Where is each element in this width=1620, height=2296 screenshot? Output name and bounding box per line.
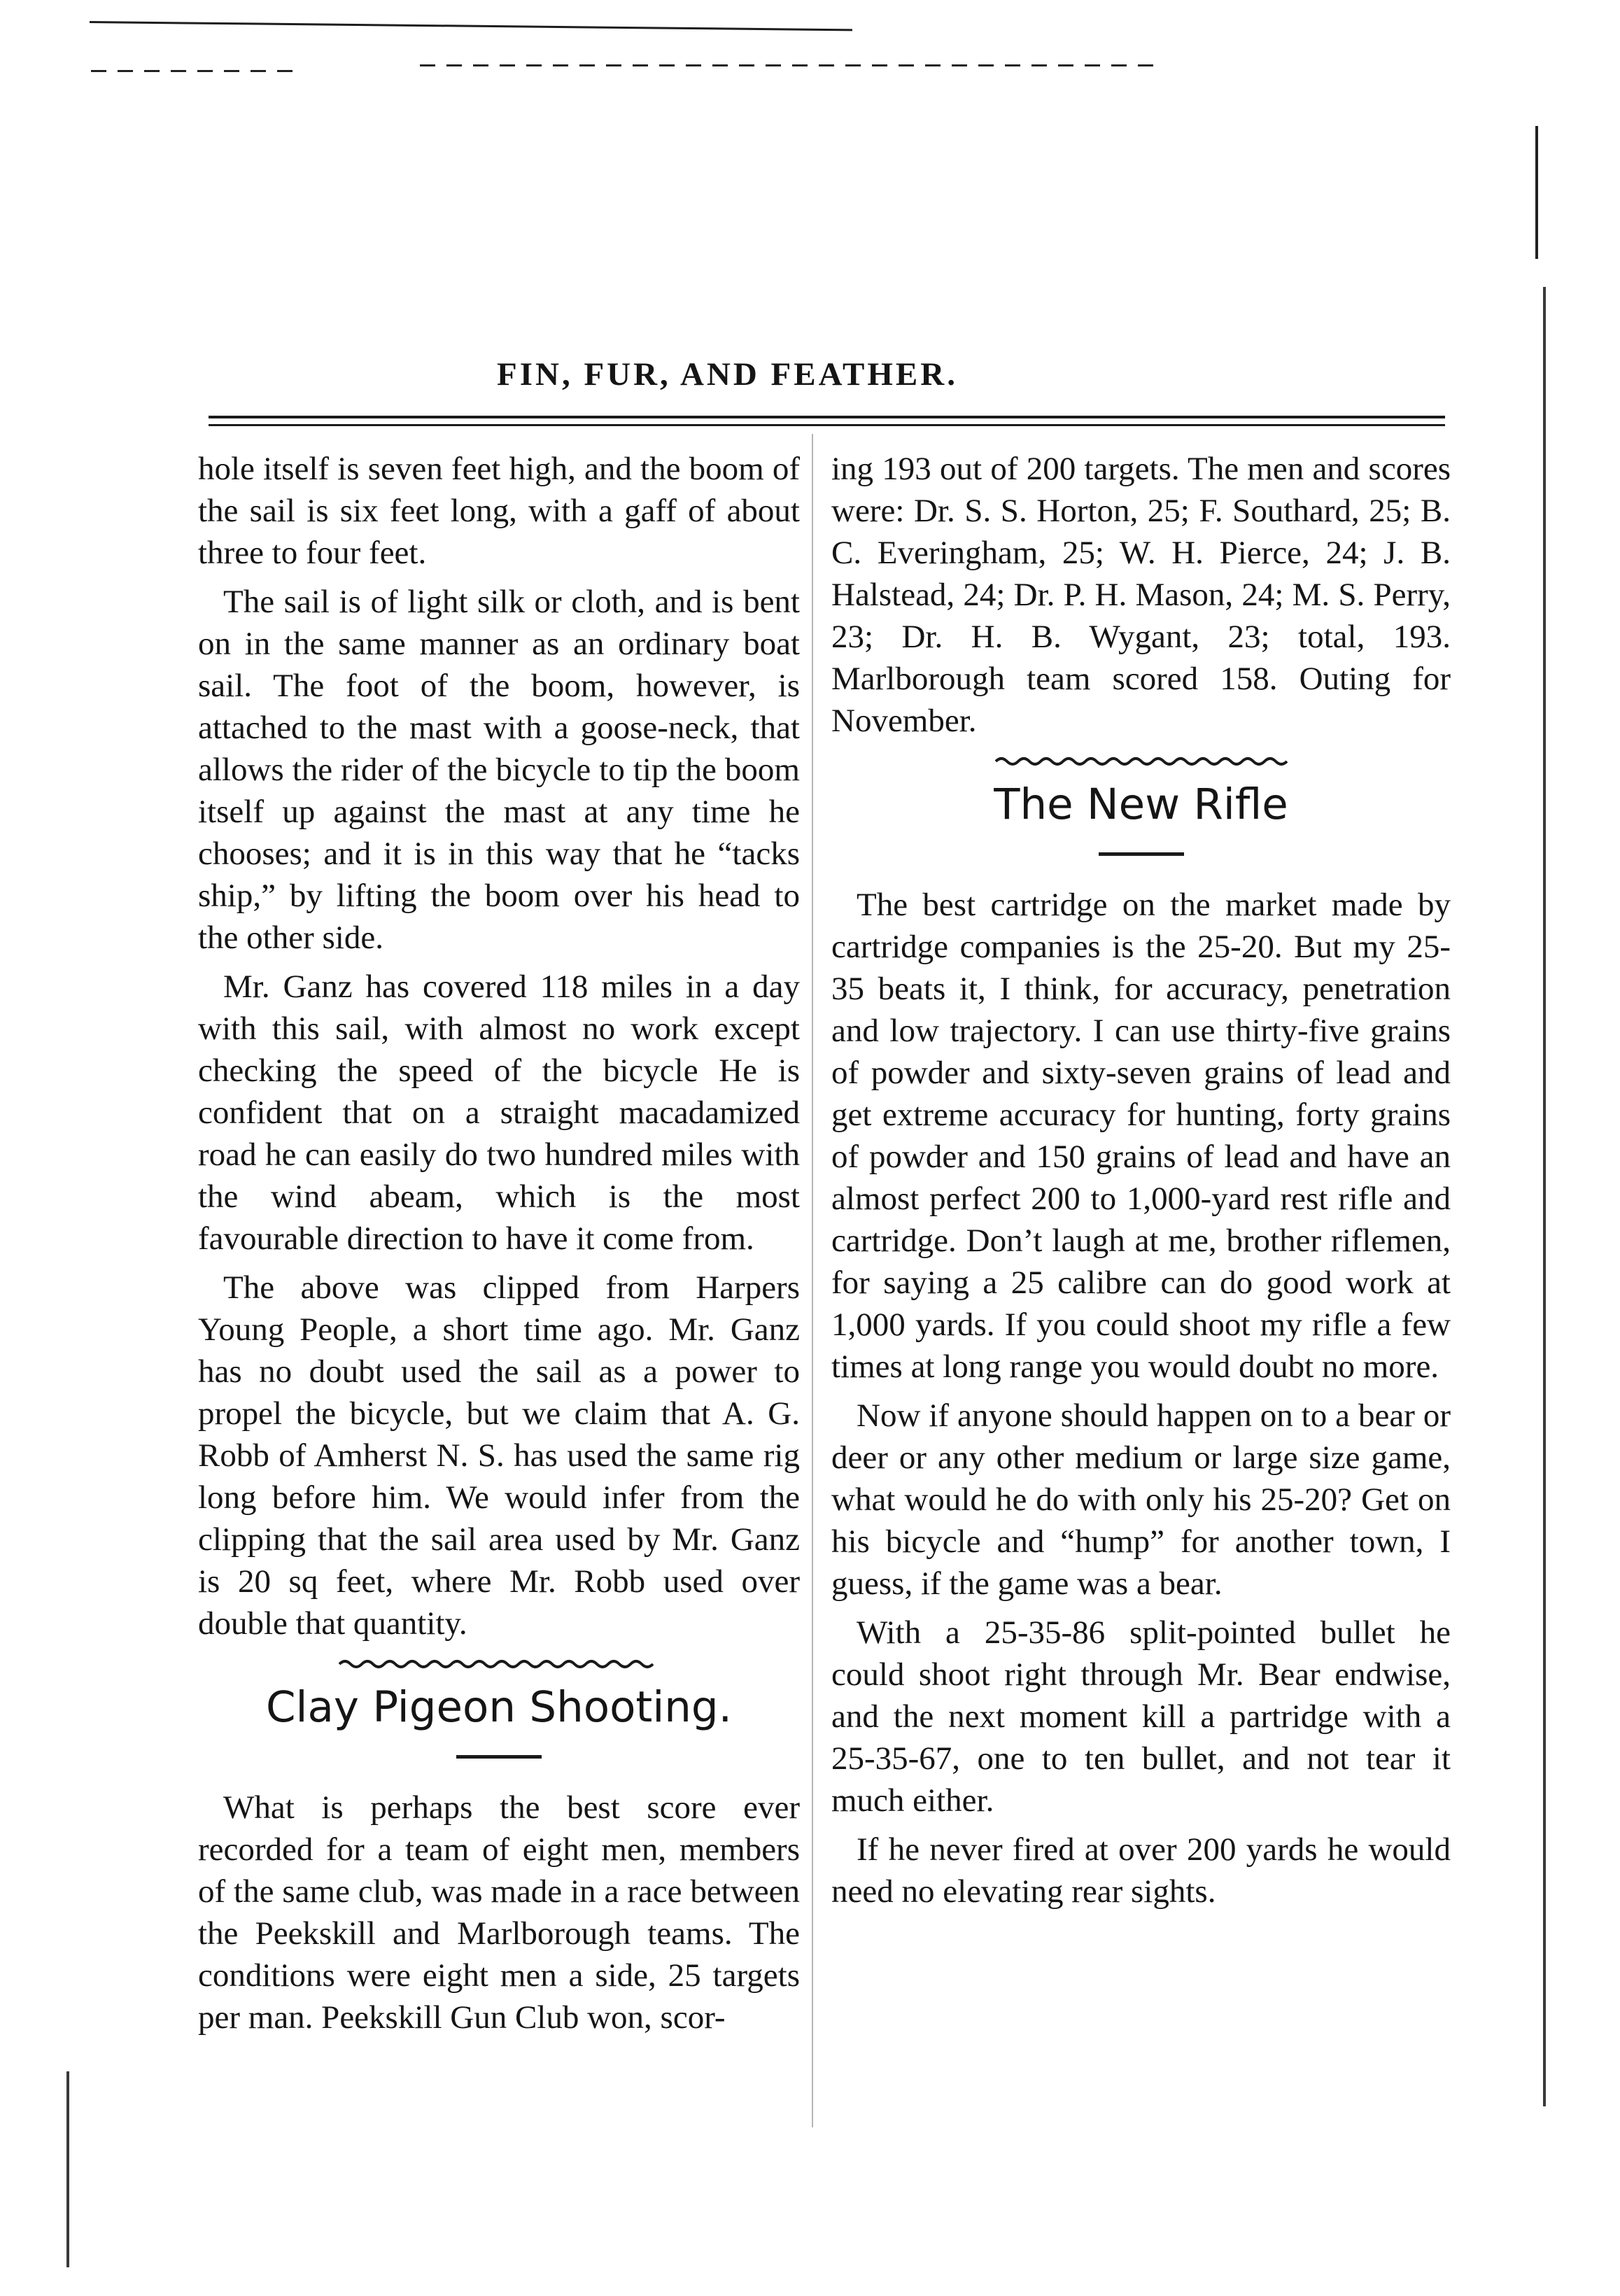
scan-edge-dashes bbox=[420, 64, 1155, 66]
paragraph: Mr. Ganz has covered 118 miles in a day with this sail, with almost no work except checking the speed of the bicycle He is confident that on a straight macadamized road he can easily do two hundred miles with the wind abeam, which is the most favourable direction to have it come from. bbox=[198, 969, 800, 1257]
paragraph: The best cartridge on the market made by cartridge companies is the 25-20. But my 25-35 beats it, I think, for accuracy, penetration and low trajectory. I can use thirty-five grains of powder and sixty-seven grains of lead and get extreme accuracy for hunting, forty grains of powder and 150 grains of lead and have an almost perfect 200 to 1,000-yard rest rifle and cartridge. Don’t laugh at me, brother riflemen, for saying a 25 calibre can do good work at 1,000 yards. If you could shoot my rifle a few times at long range you would doubt no more. bbox=[831, 887, 1451, 1385]
header-double-rule-top bbox=[209, 416, 1445, 418]
running-header: FIN, FUR, AND FEATHER. bbox=[497, 356, 958, 393]
article-title-new-rifle: The New Rifle bbox=[994, 780, 1288, 829]
paragraph: Now if anyone should happen on to a bear or deer or any other medium or large size game, what would he do with only his 25-20? Get on his bicycle and “hump” for another town, I guess, if the game was a bear. bbox=[831, 1397, 1451, 1602]
paragraph: hole itself is seven feet high, and the boom of the sail is six feet long, with a gaff of about three to four feet. bbox=[198, 451, 800, 571]
wavy-separator bbox=[994, 754, 1288, 768]
paragraph: ing 193 out of 200 targets. The men and scores were: Dr. S. S. Horton, 25; F. Southard, 25; B. C. Everingham, 25; W. H. Pierce, 24; J. B. Halstead, 24; Dr. P. H. Mason, 24; M. S. Perry, 23; Dr. H. B. Wygant, 23; total, 193. Marlborough team scored 158. Outing for November. bbox=[831, 451, 1451, 739]
right-column bbox=[831, 448, 1451, 1920]
article-title-clay-pigeon: Clay Pigeon Shooting. bbox=[265, 1682, 733, 1732]
scan-edge-line bbox=[90, 21, 852, 31]
scan-edge-mark bbox=[1543, 287, 1546, 2106]
wavy-separator bbox=[338, 1657, 660, 1671]
title-rule bbox=[456, 1755, 542, 1759]
scan-edge-mark bbox=[1535, 126, 1538, 259]
title-rule bbox=[1099, 852, 1184, 856]
left-column bbox=[198, 448, 800, 2045]
paragraph: The above was clipped from Harpers Young People, a short time ago. Mr. Ganz has no doubt used the sail as a power to propel the bicycle, but we claim that A. G. Robb of Amherst N. S. has used the same rig long before him. We would infer from the clipping that the sail area used by Mr. Ganz is 20 sq feet, where Mr. Robb used over double that quantity. bbox=[198, 1269, 800, 1642]
header-double-rule-bottom bbox=[209, 424, 1445, 426]
paragraph: With a 25-35-86 split-pointed bullet he could shoot right through Mr. Bear endwise, and the next moment kill a partridge with a 25-35-67, one to ten bullet, and not tear it much either. bbox=[831, 1614, 1451, 1819]
scan-edge-mark bbox=[66, 2071, 69, 2267]
paragraph: If he never fired at over 200 yards he would need no elevating rear sights. bbox=[831, 1831, 1451, 1910]
scan-edge-dashes bbox=[91, 70, 294, 72]
paragraph: What is perhaps the best score ever recorded for a team of eight men, members of the same club, was made in a race between the Peekskill and Marlborough teams. The conditions were eight men a side, 25 targets per man. Peekskill Gun Club won, scor- bbox=[198, 1789, 800, 2036]
column-divider bbox=[812, 434, 813, 2127]
paragraph: The sail is of light silk or cloth, and is bent on in the same manner as an ordinary boat sail. The foot of the boom, however, is attached to the mast with a goose-neck, that allows the rider of the bicycle to tip the boom itself up against the mast at any time he chooses; and it is in this way that he “tacks ship,” by lifting the boom over his head to the other side. bbox=[198, 584, 800, 956]
